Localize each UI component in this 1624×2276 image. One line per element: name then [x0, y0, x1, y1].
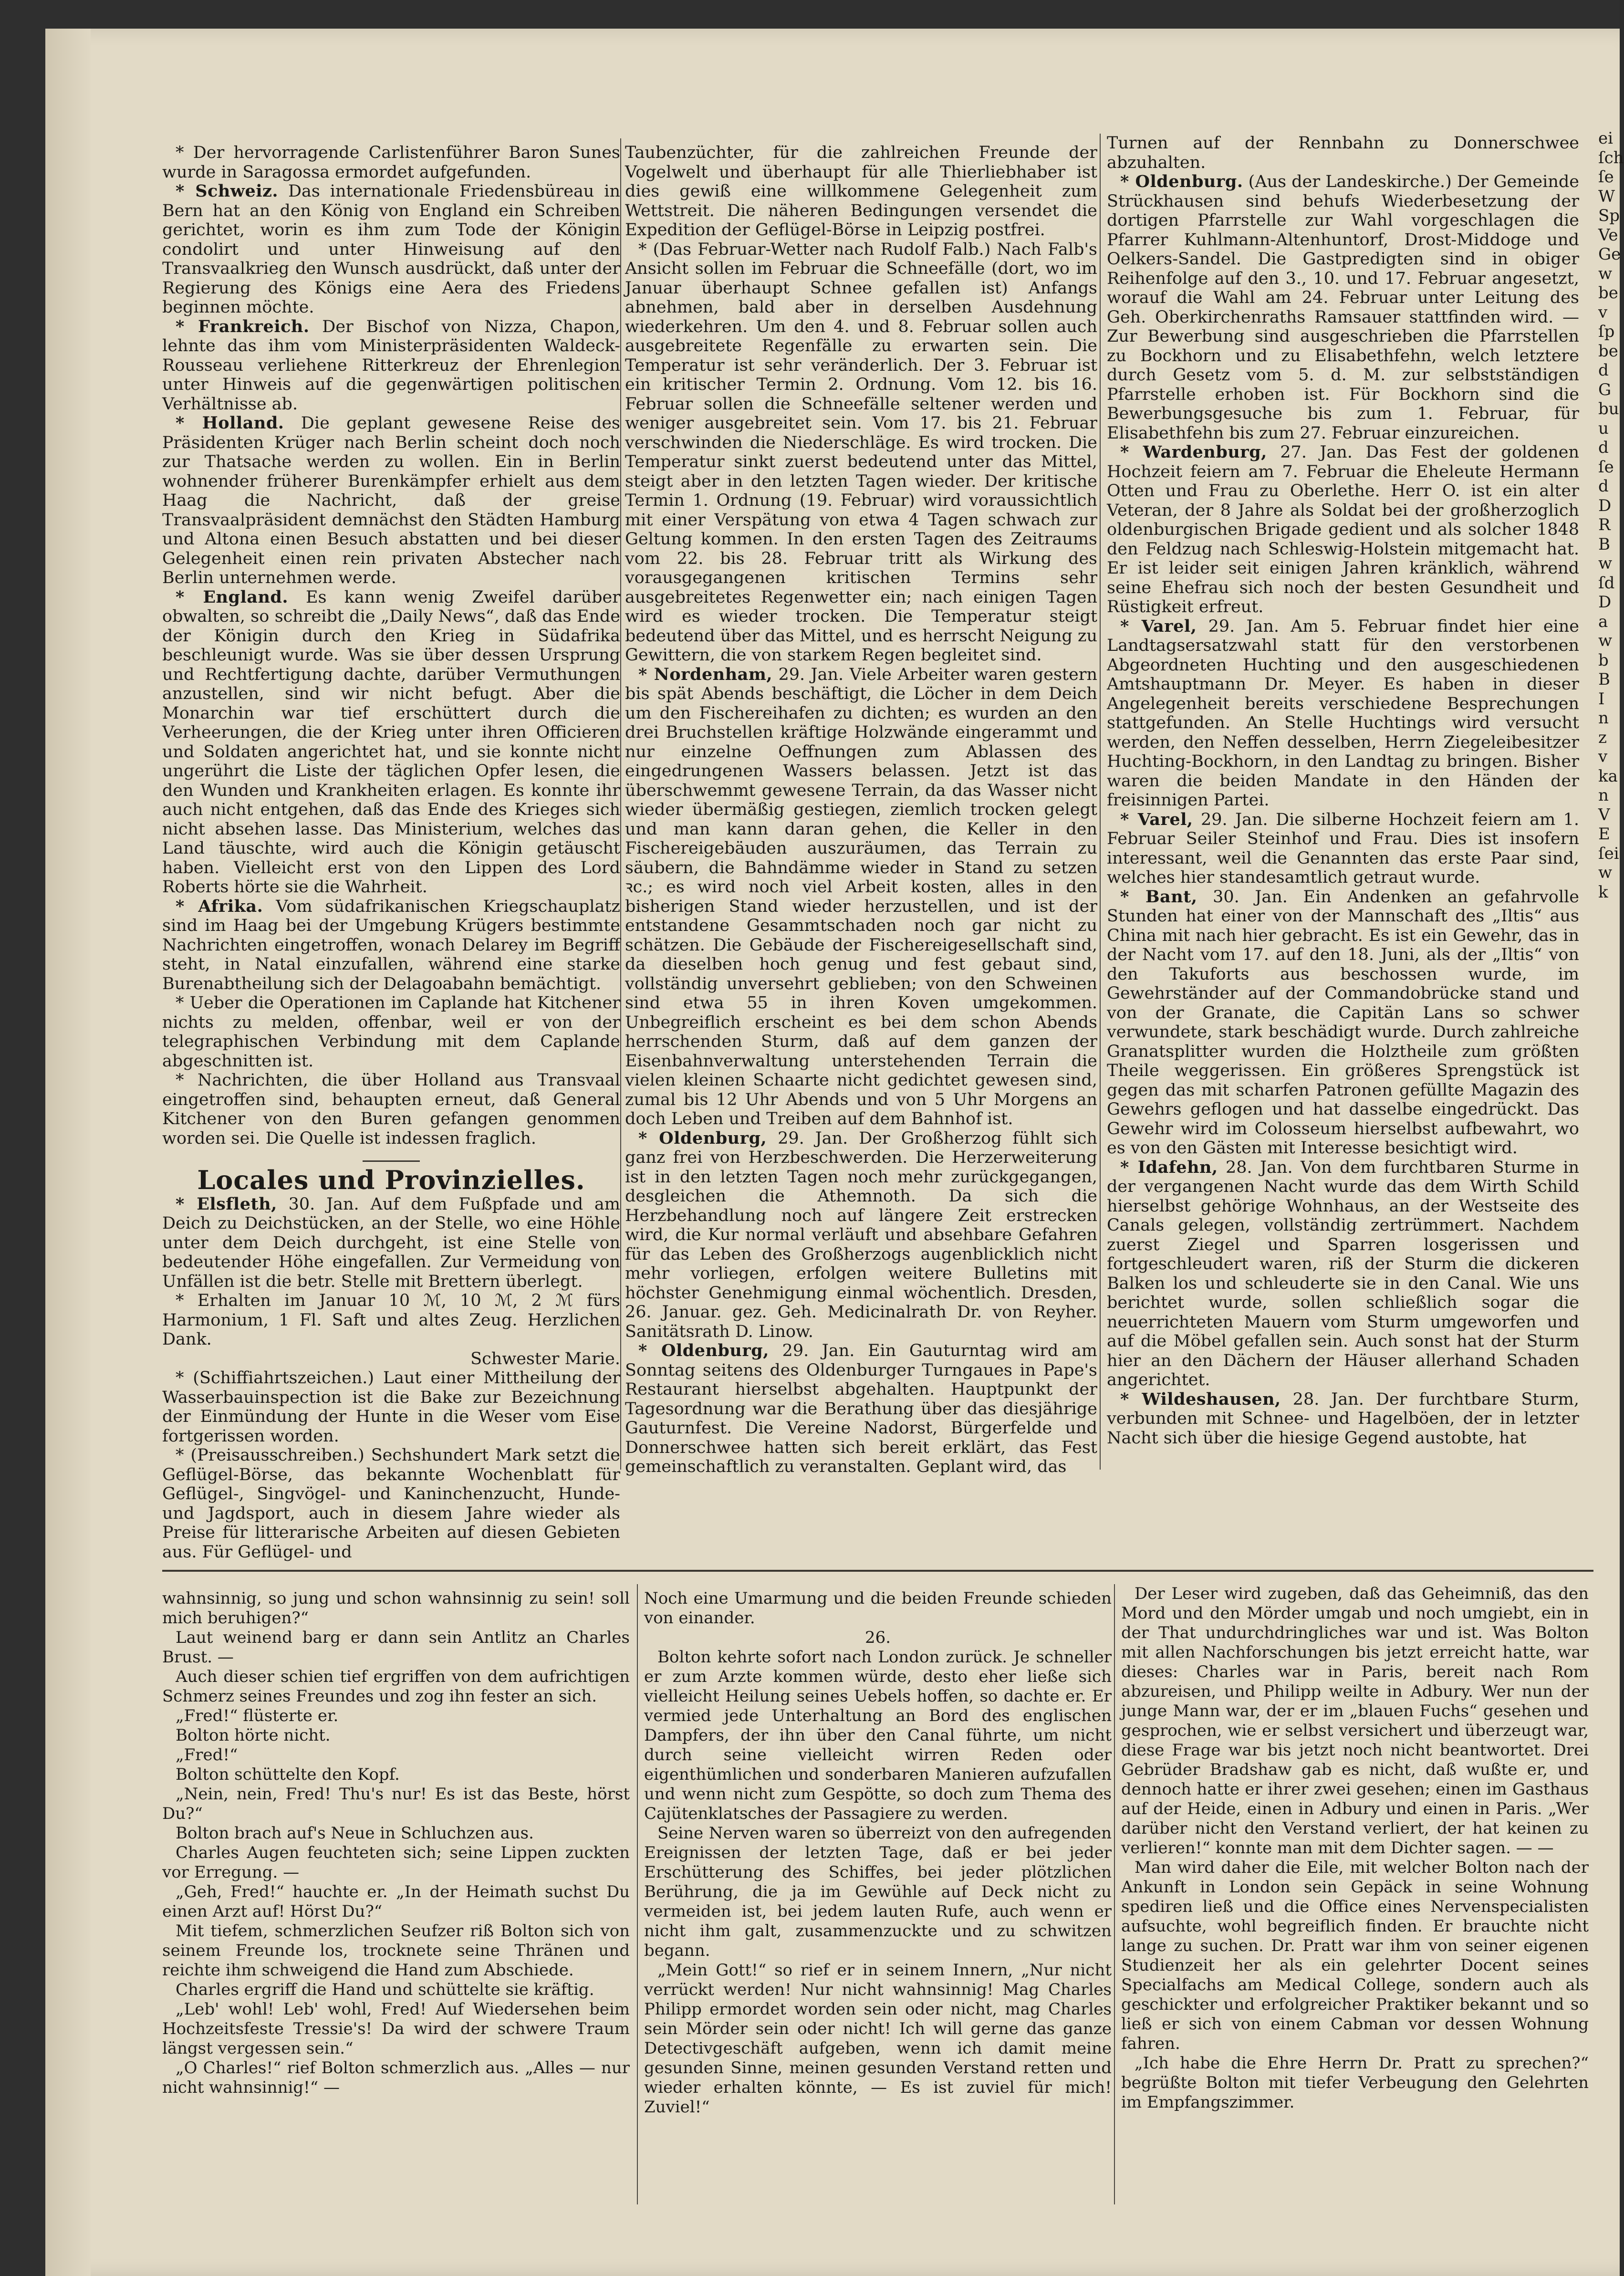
paragraph-text: „O Charles!“ rief Bolton schmerzlich aus. „Alles — nur nicht wahnsinnig!“ — — [162, 2058, 630, 2097]
adjacent-line-fragment: Ge — [1598, 245, 1621, 264]
paragraph-text: „Leb' wohl! Leb' wohl, Fred! Auf Wiedersehen beim Hochzeitsfeste Tressie's! Da wird der schwere Traum längst vergessen sein.“ — [162, 2000, 630, 2058]
dateline: * Bant, — [1120, 887, 1197, 907]
adjacent-line-fragment: D — [1598, 593, 1612, 612]
adjacent-line-fragment: ſei — [1598, 844, 1619, 863]
paragraph-text: 30. Jan. Auf dem Fußpfade und am Deich zu Deichstücken, an der Stelle, wo eine Höhle unter dem Deich durchgeht, ist eine Stelle von bedeutender Höhe eingefallen. Zur Vermeidung von Unfällen ist die betr. Stelle mit Brettern überlegt. — [162, 1194, 620, 1291]
paragraph-text: Taubenzüchter, für die zahlreichen Freunde der Vogelwelt und überhaupt für alle Thierliebhaber ist dies gewiß eine willkommene Gelegenheit zum Wettstreit. Die näheren Bedingungen versendet die Expedition der Geflügel-Börse in Leipzig postfrei. — [625, 143, 1097, 240]
adjacent-line-fragment: be — [1598, 283, 1618, 303]
adjacent-line-fragment: Sp — [1598, 206, 1620, 225]
local-news-items — [162, 1195, 620, 1562]
paragraph-text: Bolton brach auf's Neue in Schluchzen aus. — [176, 1824, 534, 1843]
paragraph — [644, 1824, 1112, 1961]
adjacent-line-fragment: v — [1598, 303, 1608, 322]
adjacent-line-fragment: Ve — [1598, 225, 1618, 245]
paragraph — [162, 1726, 630, 1745]
paragraph — [1107, 172, 1579, 443]
dateline: * Frankreich. — [176, 316, 310, 336]
adjacent-page-strip — [1598, 129, 1624, 1656]
paragraph — [625, 1129, 1097, 1342]
paragraph-text: 28. Jan. Der furchtbare Sturm, verbunden mit Schnee- und Hagelböen, der in letzter Nacht sich über die hiesige Gegend austobte, hat — [1107, 1389, 1579, 1448]
paragraph — [162, 1071, 620, 1148]
adjacent-line-fragment: ei — [1598, 129, 1613, 148]
paragraph — [162, 1824, 630, 1843]
paragraph-text: * Erhalten im Januar 10 ℳ, 10 ℳ, 2 ℳ fürs Harmonium, 1 Fl. Saft und altes Zeug. Herzlichen Dank. — [162, 1291, 620, 1349]
adjacent-line-fragment: bu — [1598, 399, 1619, 418]
dateline: * Wardenburg, — [1120, 442, 1267, 462]
paragraph-text: „Mein Gott!“ so rief er in seinem Innern, „Nur nicht verrückt werden! Nur nicht wahnsinnig! Mag Charles Philipp ermordet worden sein oder nicht, mag Charles sein Mörder sein oder nicht! Ich will gerne das ganze Detectivgeschäft aufgeben, wenn ich damit meine gesunden Sinne, meinen gesunden Verstand retten und wieder erhalten könnte, — Es ist zuviel für mich! Zuviel!“ — [644, 1961, 1112, 2117]
adjacent-line-fragment: B — [1598, 670, 1610, 689]
paragraph — [625, 240, 1097, 665]
adjacent-line-fragment: B — [1598, 534, 1610, 554]
paragraph — [1107, 1390, 1579, 1448]
paragraph — [162, 143, 620, 182]
page-binding-edge — [45, 29, 91, 2276]
column-3-local-news — [1107, 134, 1579, 1470]
paragraph — [162, 2058, 630, 2098]
column-4-serial-story — [162, 1589, 630, 2257]
adjacent-line-fragment: ka — [1598, 766, 1618, 786]
paragraph — [1107, 443, 1579, 617]
paragraph — [625, 143, 1097, 240]
column-2-local-news — [625, 143, 1097, 1476]
dateline: * Elsfleth, — [176, 1194, 277, 1214]
paragraph-text: * Nachrichten, die über Holland aus Transvaal eingetroffen sind, behaupten erneut, daß General Kitchener von den Buren gefangen genommen worden sei. Die Quelle ist indessen fraglich. — [162, 1071, 620, 1148]
column-5-serial-story — [644, 1589, 1112, 2257]
column-6-serial-story — [1121, 1584, 1589, 2252]
section-divider — [162, 1570, 1593, 1572]
paragraph-text: Das internationale Friedensbüreau in Bern hat an den König von England ein Schreiben gerichtet, worin es ihm zum Tode der Königin condolirt und unter Hinweisung auf den Transvaalkrieg den Wunsch ausdrückt, daß unter der Regierung des Königs eine Aera des Friedens beginnen möchte. — [162, 182, 620, 317]
adjacent-line-fragment: be — [1598, 341, 1618, 361]
adjacent-line-fragment: v — [1598, 747, 1608, 766]
dateline: * Oldenburg, — [638, 1341, 769, 1360]
paragraph — [1107, 134, 1579, 172]
adjacent-line-fragment: ſp — [1598, 322, 1615, 341]
paragraph-text: 27. Jan. Das Fest der goldenen Hochzeit feiern am 7. Februar die Eheleute Hermann Otten und Frau zu Oberlethe. Herr O. ist ein alter Veteran, der 8 Jahre als Soldat bei der großherzoglich oldenburgischen Brigade gedient und als solcher 1848 den Feldzug nach Schleswig-Holstein mitgemacht hat. Er ist leider seit einigen Jahren kränklich, während seine Ehefrau sich noch der besten Gesundheit und Rüstigkeit erfreut. — [1107, 443, 1580, 616]
adjacent-line-fragment: R — [1598, 515, 1611, 534]
paragraph — [1121, 1584, 1589, 1858]
paragraph — [162, 588, 620, 897]
paragraph — [162, 1921, 630, 1980]
short-separator — [363, 1160, 420, 1162]
paragraph — [644, 1648, 1112, 1824]
paragraph — [162, 1589, 630, 1628]
paragraph — [1107, 887, 1579, 1158]
dateline: * Idafehn, — [1120, 1157, 1218, 1177]
paragraph-text: Noch eine Umarmung und die beiden Freunde schieden von einander. — [644, 1589, 1112, 1628]
paragraph-text: „Geh, Fred!“ hauchte er. „In der Heimath suchst Du einen Arzt auf! Hörst Du?“ — [162, 1882, 630, 1921]
paragraph — [625, 665, 1097, 1129]
dateline: * Nordenham, — [638, 664, 773, 684]
paragraph-text: „Nein, nein, Fred! Thu's nur! Es ist das Beste, hörst Du?“ — [162, 1785, 630, 1823]
adjacent-line-fragment: z — [1598, 728, 1607, 747]
column-rule-3 — [637, 1584, 638, 2204]
paragraph — [162, 2000, 630, 2058]
paragraph-text: Der Leser wird zugeben, daß das Geheimniß, das den Mord und den Mörder umgab und noch umgiebt, ein in der That undurchdringliches war und ist. Was Bolton mit allen Nachforschungen bis jetzt erreicht hatte, war dieses: Charles war in Paris, bereit nach Rom abzureisen, und Philipp weilte in Adbury. Wer nun der junge Mann war, der er im „blauen Fuchs“ gesehen und gesprochen, wie er selbst versichert und überzeugt war, diese Frage war bis jetzt noch nicht beantwortet. Drei Gebrüder Bradshaw gab es nicht, daß wußte er, und dennoch hatte er ihrer zwei gesehen; einen im Gasthaus auf der Heide, einen in Adbury und einen in Paris. „Wer darüber nicht den Verstand verliert, der hat keinen zu verlieren!“ konnte man mit dem Dichter sagen. — — — [1121, 1584, 1589, 1858]
paragraph-text: Vom südafrikanischen Kriegschauplatz sind im Haag bei der Umgebung Krügers bestimmte Nachrichten eingetroffen, wonach Delarey im Begriff steht, in Natal einzufallen, während eine starke Burenabtheilung sich der Delagoabahn bemächtigt. — [162, 897, 620, 993]
paragraph — [1107, 810, 1579, 887]
dateline: * Oldenburg. — [1120, 172, 1243, 191]
foreign-news-items — [162, 143, 620, 1148]
paragraph-text: * Der hervorragende Carlistenführer Baron Sunes wurde in Saragossa ermordet aufgefunden. — [162, 143, 620, 182]
dateline: * Schweiz. — [176, 181, 279, 201]
paragraph — [1121, 1858, 1589, 2054]
adjacent-line-fragment: b — [1598, 650, 1609, 670]
paragraph — [162, 1628, 630, 1667]
paragraph — [162, 1349, 620, 1369]
adjacent-line-fragment: ſd — [1598, 573, 1615, 593]
column-rule-4 — [1114, 1584, 1115, 2204]
paragraph-text: (Aus der Landeskirche.) Der Gemeinde Strückhausen sind behufs Wiederbesetzung der dortigen Pfarrstelle zur Wahl vorgeschlagen die Pfarrer Kuhlmann-Altenhuntorf, Drost-Middoge und Oelkers-Sandel. Die Gastpredigten sind in obiger Reihenfolge auf den 3., 10. und 17. Februar angesetzt, worauf die Wahl am 24. Februar unter Leitung des Geh. Oberkirchenraths Ramsauer stattfinden wird. — Zur Bewerbung sind ausgeschrieben die Pfarrstellen zu Bockhorn und zu Elisabethfehn, welch letztere durch Gesetz vom 5. d. M. zur selbstständigen Pfarrstelle erhoben ist. Für Bockhorn sind die Bewerbungsgesuche bis zum 1. Februar, für Elisabethfehn bis zum 27. Februar einzureichen. — [1107, 172, 1579, 443]
paragraph-text: wahnsinnig, so jung und schon wahnsinnig zu sein! soll mich beruhigen?“ — [162, 1589, 630, 1628]
paragraph-text: Mit tiefem, schmerzlichen Seufzer riß Bolton sich von seinem Freunde los, trocknete seine Thränen und reichte ihm schweigend die Hand zum Abschiede. — [162, 1921, 630, 1980]
paragraph — [162, 1980, 630, 2000]
paragraph-text: „Fred!“ flüsterte er. — [176, 1706, 339, 1725]
paragraph — [162, 1785, 630, 1824]
paragraph-text: * (Preisausschreiben.) Sechshundert Mark setzt die Geflügel-Börse, das bekannte Wochenblatt für Geflügel-, Singvögel- und Kaninchenzucht, Hunde- und Jagdsport, auch in diesem Jahre wieder als Preise für litterarische Arbeiten auf diesen Gebieten aus. Für Geflügel- und — [162, 1446, 620, 1562]
adjacent-line-fragment: d — [1598, 477, 1609, 496]
paragraph-text: Bolton schüttelte den Kopf. — [176, 1765, 400, 1784]
paragraph — [162, 317, 620, 414]
column-1-politics — [162, 143, 621, 1562]
adjacent-line-fragment: w — [1598, 554, 1613, 573]
paragraph — [162, 897, 620, 994]
paragraph-text: 29. Jan. Am 5. Februar findet hier eine Landtagsersatzwahl statt für den verstorbenen Abgeordneten Huchting und den ausgeschiedenen Amtshauptmann Dr. Meyer. Es haben in dieser Angelegenheit bereits verschiedene Besprechungen stattgefunden. An Stelle Huchtings wird versucht werden, den Neffen desselben, Herrn Ziegeleibesitzer Huchting-Bockhorn, in den Landtag zu bringen. Bisher waren die beiden Mandate in den Händen der freisinnigen Partei. — [1107, 616, 1579, 810]
paragraph — [625, 1341, 1097, 1477]
adjacent-line-fragment: ſe — [1598, 457, 1614, 477]
adjacent-line-fragment: u — [1598, 418, 1609, 438]
adjacent-line-fragment: k — [1598, 882, 1608, 902]
paragraph-text: Laut weinend barg er dann sein Antlitz an Charles Brust. — — [162, 1628, 630, 1667]
paragraph — [162, 1667, 630, 1706]
paragraph-text: 28. Jan. Von dem furchtbaren Sturme in der vergangenen Nacht wurde das dem Wirth Schild hierselbst gehörige Wohnhaus, an der Westseite des Canals gelegen, vollständig zertrümmert. Nachdem zuerst Ziegel und Sparren losgerissen und fortgeschleudert waren, riß der Sturm die dickeren Balken los und schleuderte sie in den Canal. Wie uns berichtet wurde, sollen schließlich sogar die neuerrichteten Mauern vom Sturm umgeworfen und auf die Möbel gefallen sein. Auch sonst hat der Sturm hier an den Dächern der Häuser allerhand Schaden angerichtet. — [1107, 1158, 1579, 1389]
paragraph-text: * (Schiffiahrtszeichen.) Laut einer Mittheilung der Wasserbauinspection ist die Bake zur Bezeichnung der Einmündung der Hunte in die Weser vom Eise fortgerissen worden. — [162, 1368, 620, 1446]
adjacent-line-fragment: d — [1598, 361, 1609, 380]
adjacent-line-fragment: w — [1598, 264, 1613, 283]
paragraph-text: Es kann wenig Zweifel darüber obwalten, so schreibt die „Daily News“, daß das Ende der Königin durch den Krieg in Südafrika beschleunigt wurde. Was sie über dessen Ursprung und Rechtfertigung dachte, darüber Vermuthungen anzustellen, sind wir nicht befugt. Aber die Monarchin war tief erschüttert durch die Verheerungen, die der Krieg unter ihren Officieren und Soldaten angerichtet hat, und sie konnte nicht ungerührt die Liste der täglichen Opfer lesen, die den Wunden und Krankheiten erlagen. Es konnte ihr auch nicht entgehen, daß das Ende des Krieges sich nicht absehen lasse. Das Ministerium, welches das Land täuschte, wird auch die Königin getäuscht haben. Vielleicht erst von den Lippen des Lord Roberts hörte sie die Wahrheit. — [162, 587, 620, 897]
paragraph — [162, 1882, 630, 1921]
adjacent-line-fragment: d — [1598, 438, 1609, 457]
adjacent-line-fragment: w — [1598, 631, 1613, 650]
adjacent-line-fragment: V — [1598, 805, 1610, 825]
paragraph-text: * (Das Februar-Wetter nach Rudolf Falb.) Nach Falb's Ansicht sollen im Februar die Schneefälle (dort, wo im Januar überhaupt Schnee gefallen ist) Anfangs abnehmen, bald aber in derselben Ausdehnung wiederkehren. Um den 4. und 8. Februar sollen auch ausgebreitete Regenfälle zu erwarten sein. Die Temperatur ist sehr veränderlich. Der 3. Februar ist ein kritischer Termin 2. Ordnung. Vom 12. bis 16. Februar sollen die Schneefälle seltener werden und weniger ausgebreitet sein. Vom 17. bis 21. Februar verschwinden die Niederschläge. Es wird trocken. Die Temperatur sinkt zuerst bedeutend unter das Mittel, steigt aber in den letzten Tagen wieder. Der kritische Termin 1. Ordnung (19. Februar) wird voraussichtlich mit einer Verspätung von etwa 4 Tagen schwach zur Geltung kommen. In den ersten Tagen des Zeitraums vom 22. bis 28. Februar tritt als Wirkung des vorausgegangenen kritischen Termins sehr ausgebreitetes Regenwetter ein; nach einigen Tagen wird es wieder trocken. Die Temperatur steigt bedeutend über das Mittel, und es herrscht Neigung zu Gewittern, die von starkem Regen begleitet sind. — [625, 240, 1097, 665]
paragraph-text: 29. Jan. Der Großherzog fühlt sich ganz frei von Herzbeschwerden. Die Herzerweiterung ist in den letzten Tagen noch mehr zurückgegangen, desgleichen die Athemnoth. Da sich die Herzbehandlung noch auf längere Zeit erstrecken wird, die Kur normal verläuft und absehbare Gefahren für das Leben des Großherzogs augenblicklich nicht mehr vorliegen, erfolgen weitere Bulletins mit höchster Genehmigung einmal wöchentlich. Dresden, 26. Januar. gez. Geh. Medicinalrath Dr. von Reyher. Sanitätsrath D. Linow. — [625, 1128, 1097, 1341]
paragraph-text: Bolton kehrte sofort nach London zurück. Je schneller er zum Arzte kommen würde, desto eher ließe sich vielleicht Heilung seines Uebels hoffen, so dachte er. Er vermied jede Unterhaltung an Bord des englischen Dampfers, der ihn über den Canal führte, um nicht durch seine vielleicht wirren Reden oder eigenthümlichen und sonderbaren Manieren aufzufallen und wenn nicht zum Gespötte, so doch zum Thema des Cajütenklatsches der Passagiere zu werden. — [644, 1648, 1112, 1823]
paragraph-text: Turnen auf der Rennbahn zu Donnerschwee abzuhalten. — [1107, 134, 1579, 172]
paragraph-text: „Fred!“ — [176, 1745, 238, 1764]
adjacent-line-fragment: D — [1598, 496, 1612, 515]
column-rule-2 — [1100, 134, 1101, 1470]
adjacent-line-fragment: a — [1598, 612, 1608, 631]
adjacent-line-fragment: n — [1598, 709, 1609, 728]
paragraph — [162, 993, 620, 1071]
paragraph-text: 29. Jan. Ein Gauturntag wird am Sonntag seitens des Oldenburger Turngaues in Pape's Restaurant hierselbst abgehalten. Hauptpunkt der Tagesordnung war die Berathung über das diesjährige Gauturnfest. Die Vereine Nadorst, Bürgerfelde und Donnerschwee hatten sich bereit erklärt, das Fest gemeinschaftlich zu veranstalten. Geplant wird, das — [625, 1341, 1097, 1476]
paragraph — [1107, 1158, 1579, 1390]
paragraph-text: * Ueber die Operationen im Caplande hat Kitchener nichts zu melden, offenbar, weil er von der telegraphischen Verbindung mit dem Caplande abgeschnitten ist. — [162, 993, 620, 1071]
adjacent-line-fragment: ſch — [1598, 148, 1624, 167]
paragraph-text: Die geplant gewesene Reise des Präsidenten Krüger nach Berlin scheint doch noch zur Thatsache werden zu wollen. Ein in Berlin wohnender früherer Burenkämpfer erhielt aus dem Haag die Nachricht, daß der greise Transvaalpräsident demnächst den Städten Hamburg und Altona einen Besuch abstatten und bei dieser Gelegenheit einen rein privaten Abstecher nach Berlin unternehmen werde. — [162, 414, 621, 587]
dateline: * Holland. — [176, 413, 284, 433]
paragraph — [162, 1843, 630, 1882]
paragraph-text: Charles Augen feuchteten sich; seine Lippen zuckten vor Erregung. — — [162, 1843, 630, 1882]
paragraph — [1107, 617, 1579, 810]
paragraph-text: Seine Nerven waren so überreizt von den aufregenden Ereignissen der letzten Tage, daß er bei jeder Erschütterung des Schiffes, bei jeder plötzlichen Berührung, die ja im Gewühle auf Deck nicht zu vermeiden ist, bei jedem lauten Rufe, auch wenn er nicht ihm galt, zusammenzuckte und zu schwitzen begann. — [644, 1824, 1112, 1960]
paragraph — [644, 1961, 1112, 2117]
paragraph-text: 29. Jan. Viele Arbeiter waren gestern bis spät Abends beschäftigt, die Löcher in dem Deich um den Fischereihafen zu dichten; es wurden an den drei Bruchstellen kräftige Holzwände eingerammt und nur einzelne Oeffnungen zum Ablassen des eingedrungenen Wassers belassen. Jetzt ist das überschwemmt gewesene Terrain, da das Wasser nicht wieder übermäßig gestiegen, ziemlich trocken gelegt und man kann daran gehen, die Keller in den Fischereigebäuden auszuräumen, das Terrain zu säubern, die Bahndämme wieder in Stand zu setzen ꝛc.; es wird noch viel Arbeit kosten, alles in den bisherigen Stand wieder herzustellen, und ist der entstandene Gesammtschaden noch gar nicht zu schätzen. Die Gebäude der Fischereigesellschaft sind, da dieselben hoch genug und fest gebaut sind, vollständig unversehrt geblieben; von den Schweinen sind etwa 55 in ihren Koven umgekommen. Unbegreiflich erscheint es bei dem schon Abends herrschenden Sturm, daß auf dem ganzen der Eisenbahnverwaltung unterstehenden Terrain die vielen kleinen Schaarte nicht gedichtet gewesen sind, zumal bis 12 Uhr Abends und von 5 Uhr Morgens an doch Leben und Treiben auf dem Bahnhof ist. — [625, 665, 1097, 1128]
paragraph — [162, 1765, 630, 1785]
paragraph — [644, 1628, 1112, 1648]
column-rule-1 — [620, 138, 621, 1470]
paragraph — [162, 1368, 620, 1446]
paragraph-text: „Ich habe die Ehre Herrn Dr. Pratt zu sprechen?“ begrüßte Bolton mit tiefer Verbeugung den Gelehrten im Empfangszimmer. — [1121, 2054, 1589, 2112]
dateline: * Wildeshausen, — [1120, 1389, 1281, 1409]
section-heading-local-news: Locales und Provinzielles. — [197, 1165, 585, 1195]
paragraph-text: Auch dieser schien tief ergriffen von dem aufrichtigen Schmerz seines Freundes und zog ihn fester an sich. — [162, 1667, 630, 1706]
adjacent-line-fragment: W — [1598, 187, 1615, 206]
paragraph — [162, 1446, 620, 1562]
paragraph-text: Der Bischof von Nizza, Chapon, lehnte das ihm vom Ministerpräsidenten Waldeck-Rousseau verliehene Ritterkreuz der Ehrenlegion unter Hinweis auf die gegenwärtigen politischen Verhältnisse ab. — [162, 317, 621, 414]
adjacent-line-fragment: E — [1598, 825, 1610, 844]
dateline: * Varel, — [1120, 616, 1197, 636]
paragraph-text: 26. — [864, 1628, 891, 1647]
paragraph — [162, 414, 620, 588]
paragraph-text: Charles ergriff die Hand und schüttelte sie kräftig. — [176, 1980, 594, 1999]
dateline: * Varel, — [1120, 809, 1193, 829]
adjacent-line-fragment: n — [1598, 786, 1609, 805]
paragraph-text: Bolton hörte nicht. — [176, 1726, 331, 1745]
adjacent-line-fragment: w — [1598, 863, 1613, 882]
paragraph — [162, 182, 620, 317]
adjacent-line-fragment: G — [1598, 380, 1612, 399]
dateline: * Afrika. — [176, 896, 263, 916]
dateline: * Oldenburg, — [638, 1128, 767, 1148]
paragraph — [162, 1291, 620, 1349]
adjacent-line-fragment: I — [1598, 689, 1605, 709]
paragraph-text: 30. Jan. Ein Andenken an gefahrvolle Stunden hat einer von der Mannschaft des „Iltis“ aus China mit nach hier gebracht. Es ist ein Gewehr, das in der Nacht vom 17. auf den 18. Juni, als der „Iltis“ von den Takuforts aus beschossen wurde, im Gewehrständer auf der Commandobrücke stand und von der Granate, die Capitän Lans so schwer verwundete, stark beschädigt wurde. Durch zahlreiche Granatsplitter wurden die Holztheile zum größten Theile weggerissen. Ein größeres Sprengstück ist gegen das mit scharfen Patronen gefüllte Magazin des Gewehrs geflogen und hat dasselbe eingedrückt. Das Gewehr wird im Colosseum hierselbst aufbewahrt, wo es von den Gästen mit Interesse besichtigt wird. — [1107, 887, 1579, 1158]
paragraph-text: Schwester Marie. — [470, 1349, 620, 1368]
paragraph — [162, 1195, 620, 1292]
paragraph-text: Man wird daher die Eile, mit welcher Bolton nach der Ankunft in London sein Gepäck in seine Wohnung spediren ließ und die Office eines Nervenspecialisten aufsuchte, wohl begreiflich finden. Er brauchte nicht lange zu suchen. Dr. Pratt war ihm von seiner eigenen Studienzeit her als ein gelehrter Docent seines Specialfachs am Medical College, sondern auch als geschickter und erfolgreicher Praktiker bekannt und so ließ er sich von einem Cabman vor dessen Wohnung fahren. — [1121, 1858, 1589, 2053]
paragraph — [1121, 2054, 1589, 2112]
paragraph — [644, 1589, 1112, 1628]
adjacent-line-fragment: ſe — [1598, 167, 1614, 187]
paragraph — [162, 1745, 630, 1765]
paragraph-text: 29. Jan. Die silberne Hochzeit feiern am 1. Februar Seiler Steinhof und Frau. Dies ist insofern interessant, weil die Genannten das erste Paar sind, welches hier standesamtlich getraut wurde. — [1107, 810, 1579, 887]
dateline: * England. — [176, 587, 289, 607]
paragraph — [162, 1706, 630, 1726]
